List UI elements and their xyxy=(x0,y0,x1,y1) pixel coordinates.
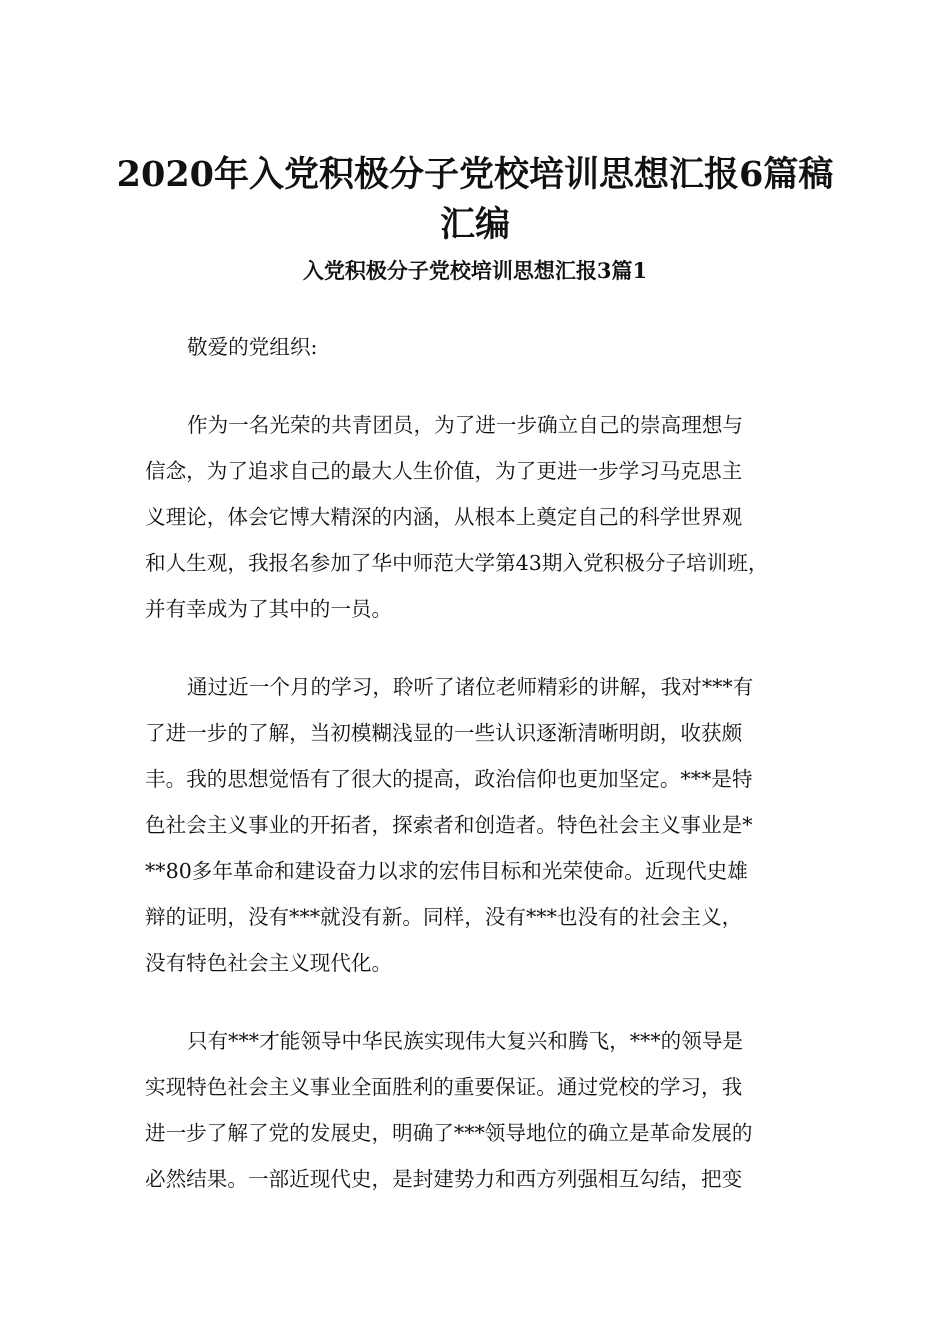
paragraph-line: 和人生观，我报名参加了华中师范大学第43期入党积极分子培训班， xyxy=(145,551,769,575)
paragraph-3 xyxy=(145,1018,810,1202)
paragraph-line: 必然结果。一部近现代史，是封建势力和西方列强相互勾结，把变 xyxy=(145,1167,743,1191)
title-line-2: 汇编 xyxy=(439,204,510,245)
paragraph-line: 只有***才能领导中华民族实现伟大复兴和腾飞，***的领导是 xyxy=(187,1029,744,1053)
paragraph-2 xyxy=(145,664,810,986)
paragraph-line: 义理论，体会它博大精深的内涵，从根本上奠定自己的科学世界观 xyxy=(145,505,743,529)
paragraph-line: 了进一步的了解，当初模糊浅显的一些认识逐渐清晰明朗，收获颇 xyxy=(145,721,743,745)
paragraph-line: 丰。我的思想觉悟有了很大的提高，政治信仰也更加坚定。***是特 xyxy=(145,767,753,791)
paragraph-line: 信念，为了追求自己的最大人生价值，为了更进一步学习马克思主 xyxy=(145,459,743,483)
salutation: 敬爱的党组织: xyxy=(187,335,318,359)
paragraph-line: 实现特色社会主义事业全面胜利的重要保证。通过党校的学习，我 xyxy=(145,1075,743,1099)
paragraph-1 xyxy=(145,402,810,632)
paragraph-line: 作为一名光荣的共青团员，为了进一步确立自己的崇高理想与 xyxy=(187,413,744,437)
document-body xyxy=(145,324,810,1202)
paragraph-line: 色社会主义事业的开拓者，探索者和创造者。特色社会主义事业是* xyxy=(145,813,753,837)
document-subtitle: 入党积极分子党校培训思想汇报3篇1 xyxy=(302,258,648,283)
paragraph-line: 通过近一个月的学习，聆听了诸位老师精彩的讲解，我对***有 xyxy=(187,675,754,699)
paragraph-line: 辩的证明，没有***就没有新。同样，没有***也没有的社会主义， xyxy=(145,905,743,929)
paragraph-line: 没有特色社会主义现代化。 xyxy=(145,951,393,975)
title-line-1: 2020年入党积极分子党校培训思想汇报6篇稿 xyxy=(116,154,834,195)
document-title xyxy=(100,150,850,250)
paragraph-line: 进一步了解了党的发展史，明确了***领导地位的确立是革命发展的 xyxy=(145,1121,753,1145)
paragraph-line: 并有幸成为了其中的一员。 xyxy=(145,597,393,621)
paragraph-line: **80多年革命和建设奋力以求的宏伟目标和光荣使命。近现代史雄 xyxy=(145,859,748,883)
